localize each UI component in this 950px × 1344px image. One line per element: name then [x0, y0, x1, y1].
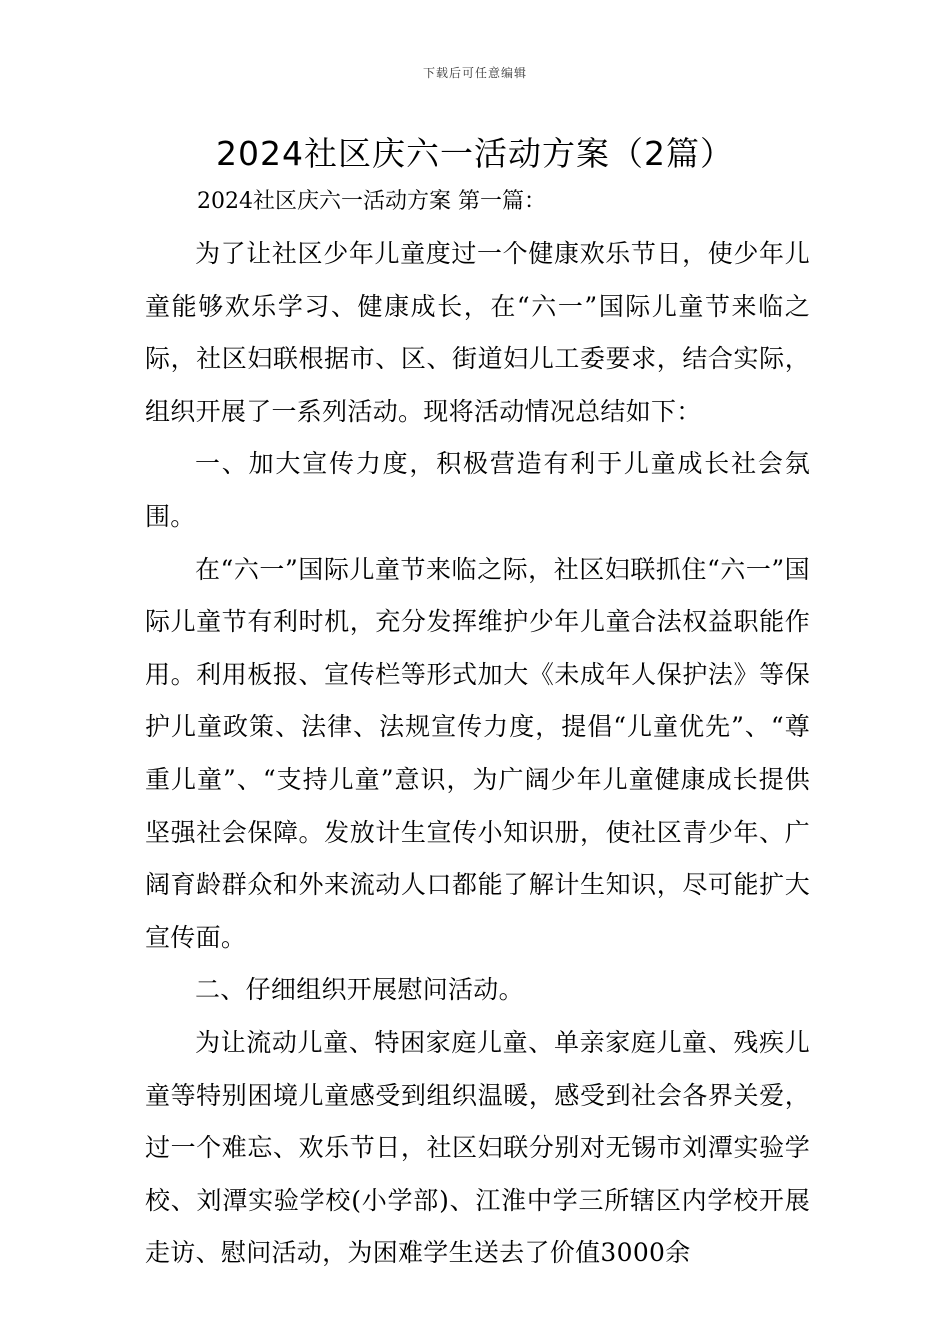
header-note: 下载后可任意编辑	[422, 66, 527, 80]
section-subtitle: 2024社区庆六一活动方案 第一篇：	[197, 189, 546, 214]
paragraph-publicity: 在“六一”国际儿童节来临之际，社区妇联抓住“六一”国际儿童节有利时机，充分发挥维护少年儿童合法权益职能作用。利用板报、宣传栏等形式加大《未成年人保护法》等保护儿童政策、法律、法规宣传力度，提倡“儿童优先”、“尊重儿童”、“支持儿童”意识，为广阔少年儿童健康成长提供坚强社会保障。发放计生宣传小知识册，使社区青少年、广阔育龄群众和外来流动人口都能了解计生知识，尽可能扩大宣传面。	[145, 554, 810, 952]
paragraph-intro: 为了让社区少年儿童度过一个健康欢乐节日，使少年儿童能够欢乐学习、健康成长，在“六一”国际儿童节来临之际，社区妇联根据市、区、街道妇儿工委要求，结合实际，组织开展了一系列活动。现将活动情况总结如下：	[145, 239, 810, 426]
paragraph-heading-1: 一、加大宣传力度，积极营造有利于儿童成长社会氛围。	[145, 449, 810, 531]
paragraph-visits: 为让流动儿童、特困家庭儿童、单亲家庭儿童、残疾儿童等特别困境儿童感受到组织温暖，感受到社会各界关爱，过一个难忘、欢乐节日，社区妇联分别对无锡市刘潭实验学校、刘潭实验学校(小学部)、江淮中学三所辖区内学校开展走访、慰问活动，为困难学生送去了价值3000余	[145, 1027, 810, 1268]
body-text	[145, 228, 810, 1280]
paragraph-heading-2: 二、仔细组织开展慰问活动。	[195, 975, 524, 1005]
document-title: 2024社区庆六一活动方案（2篇）	[216, 134, 734, 173]
